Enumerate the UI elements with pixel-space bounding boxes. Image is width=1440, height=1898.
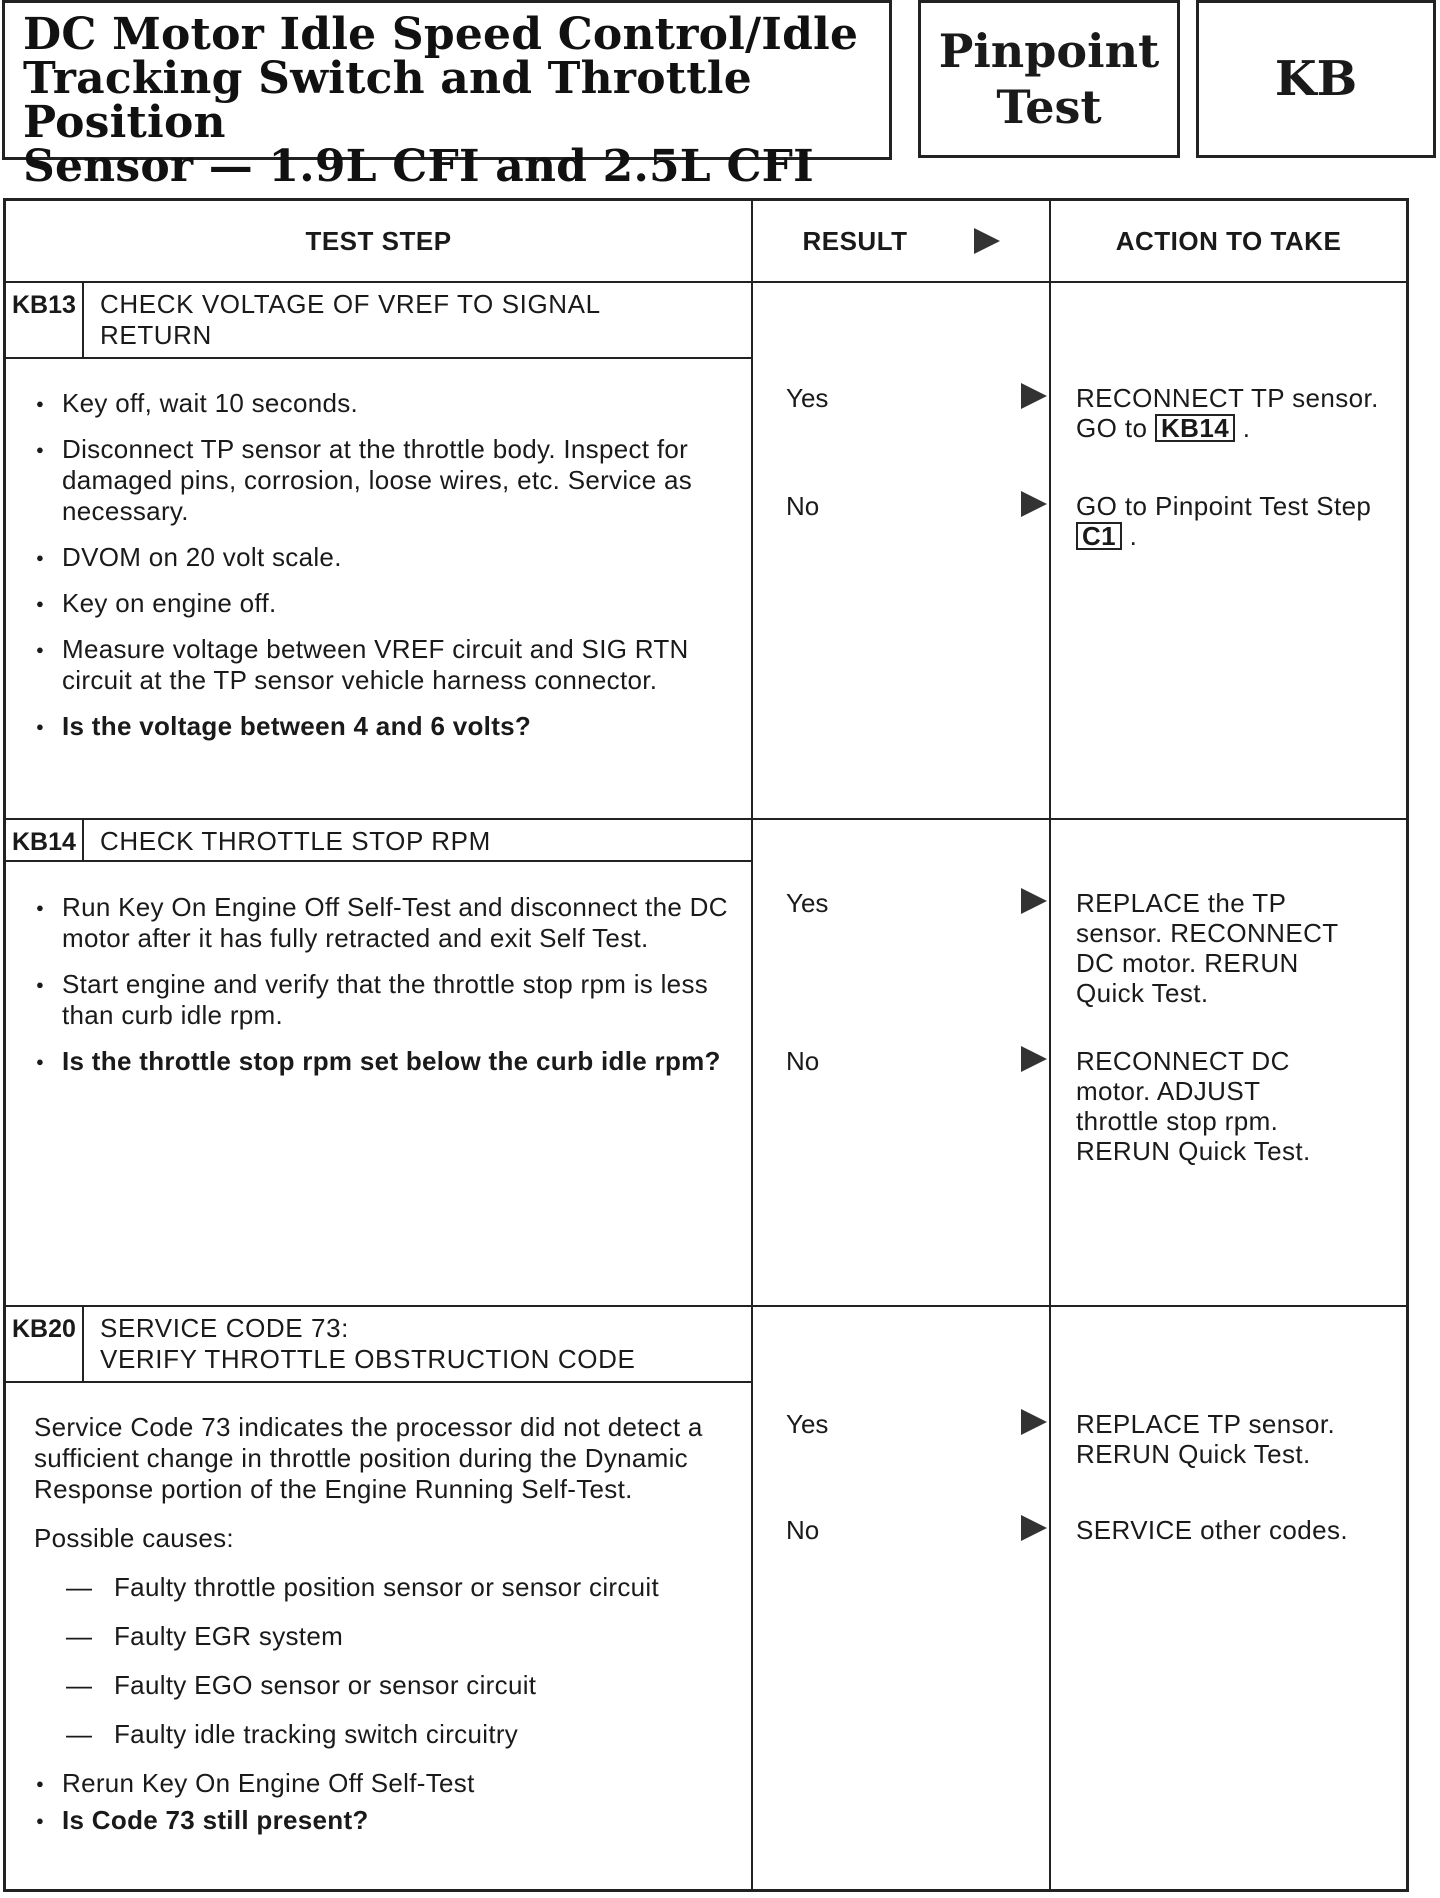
title-line-3: Sensor — 1.9L CFI and 2.5L CFI bbox=[23, 141, 814, 192]
step-id: KB13 bbox=[6, 283, 84, 357]
bullet-item: ● Rerun Key On Engine Off Self-Test bbox=[34, 1768, 734, 1799]
step-id: KB20 bbox=[6, 1307, 84, 1381]
step-kb13 bbox=[6, 283, 1406, 818]
cause-item: — Faulty throttle position sensor or sensor circuit bbox=[34, 1572, 734, 1603]
test-code: KB bbox=[1274, 51, 1358, 107]
test-code-box bbox=[1196, 0, 1436, 158]
step-body bbox=[34, 388, 734, 757]
bullet-item: ● Disconnect TP sensor at the throttle body. Inspect for damaged pins, corrosion, loose wires, etc. Service as necessary. bbox=[34, 434, 734, 527]
cause-item: — Faulty idle tracking switch circuitry bbox=[34, 1719, 734, 1750]
arrow-right-icon bbox=[1021, 888, 1047, 914]
step-header bbox=[6, 820, 751, 862]
result-no: No bbox=[786, 1515, 820, 1545]
arrow-right-icon bbox=[1021, 1046, 1047, 1072]
result-yes: Yes bbox=[786, 888, 829, 918]
result-yes: Yes bbox=[786, 383, 829, 413]
step-kb20 bbox=[6, 1307, 1406, 1887]
step-intro: Service Code 73 indicates the processor did not detect a sufficient change in throttle position during the Dynamic Response portion of the Engine Running Self-Test. bbox=[34, 1412, 703, 1504]
action-yes: REPLACE TP sensor. RERUN Quick Test. bbox=[1076, 1409, 1336, 1469]
causes-label: Possible causes: bbox=[34, 1523, 234, 1553]
page-title bbox=[23, 9, 889, 192]
result-no: No bbox=[786, 1046, 820, 1076]
action-suffix: . bbox=[1129, 521, 1138, 551]
step-question: ● Is the voltage between 4 and 6 volts? bbox=[34, 711, 734, 742]
arrow-right-icon bbox=[1021, 1515, 1047, 1541]
step-question: ● Is Code 73 still present? bbox=[34, 1805, 734, 1836]
step-question: ● Is the throttle stop rpm set below the curb idle rpm? bbox=[34, 1046, 734, 1077]
bullet-item: ● Start engine and verify that the throttle stop rpm is less than curb idle rpm. bbox=[34, 969, 734, 1031]
bullet-item: ● DVOM on 20 volt scale. bbox=[34, 542, 734, 573]
bullet-item: ● Measure voltage between VREF circuit and SIG RTN circuit at the TP sensor vehicle harness connector. bbox=[34, 634, 734, 696]
test-label: Test bbox=[996, 80, 1102, 134]
action-no: RECONNECT DC motor. ADJUST throttle stop rpm. RERUN Quick Test. bbox=[1076, 1046, 1311, 1166]
bullet-item: ● Key on engine off. bbox=[34, 588, 734, 619]
step-header bbox=[6, 283, 751, 359]
column-header-action: ACTION TO TAKE bbox=[1115, 225, 1342, 256]
step-id: KB14 bbox=[6, 820, 84, 860]
pinpoint-test-box bbox=[918, 0, 1180, 158]
column-header-result bbox=[753, 201, 1049, 281]
cause-item: — Faulty EGR system bbox=[34, 1621, 734, 1652]
action-no bbox=[1076, 491, 1396, 551]
step-reference-link[interactable]: KB14 bbox=[1155, 414, 1235, 442]
action-text: GO to Pinpoint Test Step bbox=[1076, 491, 1372, 521]
step-header bbox=[6, 1307, 751, 1383]
action-text: RECONNECT TP sensor. GO to bbox=[1076, 383, 1379, 443]
cause-item: — Faulty EGO sensor or sensor circuit bbox=[34, 1670, 734, 1701]
pinpoint-table bbox=[3, 198, 1409, 1892]
step-title-line: SERVICE CODE 73: bbox=[100, 1313, 349, 1343]
step-body bbox=[34, 892, 734, 1092]
bullet-item: ● Run Key On Engine Off Self-Test and disconnect the DC motor after it has fully retracted and exit Self Test. bbox=[34, 892, 734, 954]
title-line-2: Tracking Switch and Throttle Position bbox=[23, 53, 752, 148]
action-suffix: . bbox=[1242, 413, 1251, 443]
title-line-1: DC Motor Idle Speed Control/Idle bbox=[23, 9, 859, 60]
result-yes: Yes bbox=[786, 1409, 829, 1439]
column-header-result-label: RESULT bbox=[802, 225, 908, 256]
action-yes: REPLACE the TP sensor. RECONNECT DC motor. RERUN Quick Test. bbox=[1076, 888, 1339, 1008]
bullet-item: ● Key off, wait 10 seconds. bbox=[34, 388, 734, 419]
arrow-right-icon bbox=[1021, 383, 1047, 409]
result-no: No bbox=[786, 491, 820, 521]
step-kb14 bbox=[6, 820, 1406, 1305]
step-title: CHECK THROTTLE STOP RPM bbox=[100, 826, 491, 856]
step-title-line: VERIFY THROTTLE OBSTRUCTION CODE bbox=[100, 1344, 636, 1374]
step-title: CHECK VOLTAGE OF VREF TO SIGNAL RETURN bbox=[100, 289, 600, 350]
column-header-test-step: TEST STEP bbox=[305, 225, 452, 256]
step-title bbox=[100, 1313, 741, 1375]
arrow-right-icon bbox=[1021, 1409, 1047, 1435]
step-body bbox=[34, 1412, 734, 1851]
arrow-right-icon bbox=[1021, 491, 1047, 517]
pinpoint-label: Pinpoint bbox=[938, 24, 1160, 78]
action-no: SERVICE other codes. bbox=[1076, 1515, 1348, 1545]
page-title-box bbox=[2, 0, 892, 192]
action-yes bbox=[1076, 383, 1396, 443]
step-reference-link[interactable]: C1 bbox=[1076, 522, 1122, 550]
arrow-right-icon bbox=[974, 228, 1000, 254]
